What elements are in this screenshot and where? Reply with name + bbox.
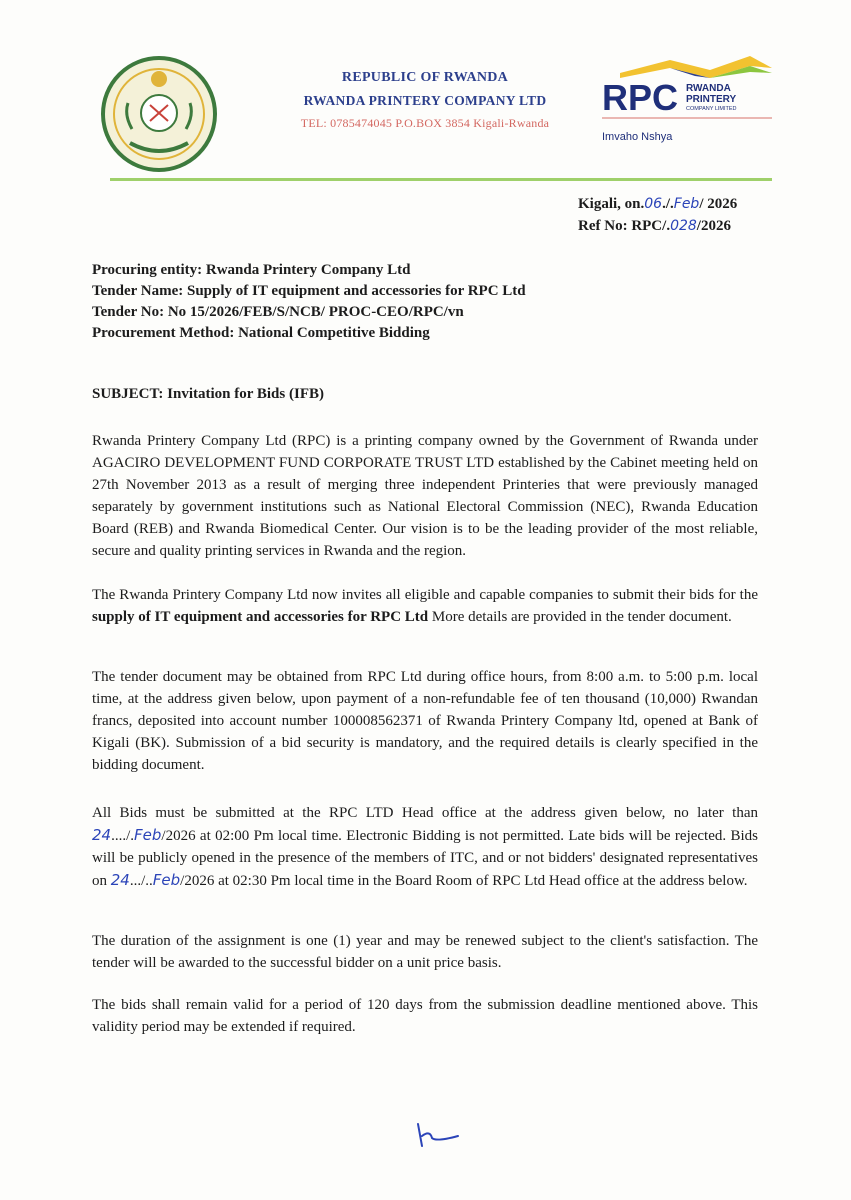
submission-day-1: 24 bbox=[92, 826, 112, 844]
letterhead-contact: TEL: 0785474045 P.O.BOX 3854 Kigali-Rwanda bbox=[300, 116, 550, 130]
submission-text-c: /2026 at 02:30 Pm local time in the Board Room of RPC Ltd Head office at the address below. bbox=[180, 873, 748, 889]
letterhead-text bbox=[260, 70, 590, 131]
ref-line: Ref No: RPC/.028/2026 bbox=[578, 218, 731, 234]
logo-rpc-text: RPC bbox=[602, 77, 679, 118]
invitation-text-c: More details are provided in the tender document. bbox=[428, 609, 732, 625]
paragraph-duration: The duration of the assignment is one (1) year and may be renewed subject to the client's satisfaction. The tender will be awarded to the successful bidder on a unit price basis. bbox=[92, 933, 758, 971]
invitation-text-a: The Rwanda Printery Company Ltd now invites all eligible and capable companies to submit their bids for the bbox=[92, 587, 758, 603]
date-day: 06 bbox=[644, 196, 663, 212]
paragraph-invitation bbox=[92, 584, 758, 628]
ref-prefix: Ref No: RPC/ bbox=[578, 218, 667, 234]
rpc-logo-icon bbox=[600, 48, 780, 153]
date-month: Feb bbox=[673, 196, 700, 212]
logo-printery-text: PRINTERY bbox=[686, 94, 737, 105]
paragraph-tender-document: The tender document may be obtained from RPC Ltd during office hours, from 8:00 a.m. to 5:00 p.m. local time, at the address given below, upon payment of a non-refundable fee of ten thousand (10,000) Rwandan francs, deposited into account number 100008562371 of Rwanda Printery Company ltd, opened at Bank of Kigali (BK). Submission of a bid security is mandatory, and the required details is clearly specified in the bidding document. bbox=[92, 669, 758, 773]
ref-number: 028 bbox=[670, 218, 697, 234]
paragraph-submission: All Bids must be submitted at the RPC LTD Head office at the address given below, no later than 24..../.Feb/2026 at 02:00 Pm local time. Electronic Bidding is not permitted. Late bids will be rejected. Bids will be publicly opened in the presence of the members of ITC, and or not bidders' designated representatives on 24.../..Feb/2026 at 02:30 Pm local time in the Board Room of RPC Ltd Head office at the address below. bbox=[92, 805, 758, 889]
date-line: Kigali, on.06./.Feb/ 2026 bbox=[578, 196, 738, 212]
letterhead-line-1: REPUBLIC OF RWANDA bbox=[341, 70, 509, 85]
procurement-method: Procurement Method: National Competitive Bidding bbox=[92, 325, 430, 341]
paragraph-validity: The bids shall remain valid for a period of 120 days from the submission deadline mentioned above. This validity period may be extended if required. bbox=[92, 997, 758, 1035]
handwritten-initial-icon bbox=[412, 1120, 462, 1150]
logo-slogan-text: Imvaho Nshya bbox=[602, 131, 673, 143]
subject-line: SUBJECT: Invitation for Bids (IFB) bbox=[92, 386, 324, 402]
submission-day-2: 24 bbox=[110, 871, 130, 889]
date-year: 2026 bbox=[707, 196, 738, 212]
ref-year: /2026 bbox=[696, 218, 731, 234]
rwanda-coat-of-arms-icon bbox=[100, 55, 218, 173]
logo-rwanda-text: RWANDA bbox=[686, 83, 731, 94]
header-divider bbox=[110, 178, 772, 181]
invitation-bold: supply of IT equipment and accessories for RPC Ltd bbox=[92, 609, 429, 625]
letterhead-line-2: RWANDA PRINTERY COMPANY LTD bbox=[303, 93, 547, 108]
procuring-entity: Procuring entity: Rwanda Printery Company Ltd bbox=[92, 262, 411, 278]
date-ref-block bbox=[578, 193, 737, 237]
submission-month-2: Feb bbox=[152, 871, 181, 889]
submission-text-a: All Bids must be submitted at the RPC LTD Head office at the address given below, no later than bbox=[92, 805, 758, 821]
submission-month-1: Feb bbox=[134, 826, 162, 844]
logo-company-text: COMPANY LIMITED bbox=[686, 106, 737, 112]
paragraph-intro: Rwanda Printery Company Ltd (RPC) is a printing company owned by the Government of Rwanda under AGACIRO DEVELOPMENT FUND CORPORATE TRUST LTD established by the Cabinet meeting held on 27th November 2013 as a result of merging three independent Printeries that were previously managed separately by government institutions such as National Electoral Commission (NEC), Rwanda Education Board (REB) and Rwanda Biomedical Center. Our vision is to be the leading provider of the most reliable, secure and quality printing services in Rwanda and the region. bbox=[92, 433, 758, 559]
tender-info bbox=[92, 260, 526, 344]
submission-text-b: /2026 at 02:00 Pm local time. Electronic Bidding is not permitted. Late bids will be rejected. Bids will be publicly opened in the presence of the members of ITC, and or not bidders' designated representatives on bbox=[92, 828, 758, 889]
tender-number: Tender No: No 15/2026/FEB/S/NCB/ PROC-CEO/RPC/vn bbox=[92, 304, 464, 320]
tender-name: Tender Name: Supply of IT equipment and accessories for RPC Ltd bbox=[92, 283, 526, 299]
date-prefix: Kigali, on. bbox=[578, 196, 645, 212]
